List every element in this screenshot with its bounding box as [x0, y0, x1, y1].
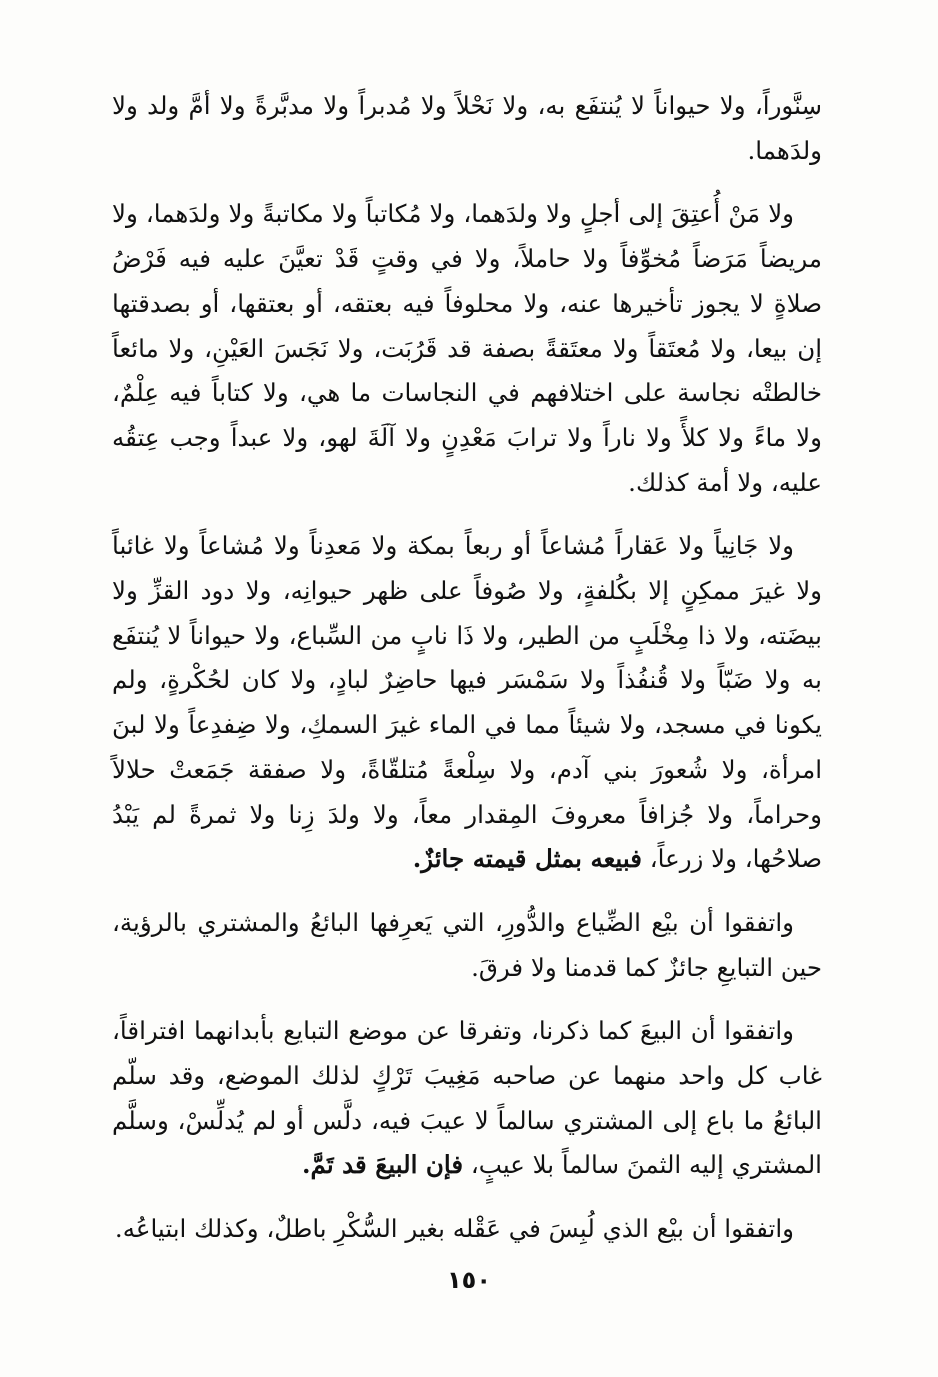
paragraph-4-text: واتفقوا أن بيْع الضِّياع والدُّورِ، التي يَعرِفها البائعُ والمشتري بالرؤية، حين التبايعِ جائزٌ كما قدمنا ولا فرقَ. [112, 907, 822, 982]
paragraph-3-bold-ruling: فبيعه بمثل قيمته جائزٌ. [412, 844, 642, 874]
paragraph-2-text: ولا مَنْ أُعتِقَ إلى أجلٍ ولا ولدَهما، ولا مُكاتباً ولا مكاتبةً ولا ولدَهما، ولا مريضاً مَرَضاً مُخوِّفاً ولا حاملاً، ولا في وقتٍ قَدْ تعيَّنَ عليه فيه فَرْضُ صلاةٍ لا يجوز تأخيرها عنه، ولا محلوفاً فيه بعتقه، أو بعتقها، أو بصدقتها إن بيعا، ولا مُعتَقاً ولا معتَقةً بصفة قد قَرُبَت، ولا نَجَسَ العَيْنِ، ولا مائعاً خالطتْه نجاسة على اختلافهم في النجاسات ما هي، ولا كتاباً فيه عِلْمٌ، ولا ماءً ولا كلأً ولا ناراً ولا ترابَ مَعْدِنٍ ولا آلَةَ لهو، ولا عبداً وجب عِتقُه عليه، ولا أمة كذلك. [112, 199, 822, 497]
page-number: ١٥٠ [447, 1266, 491, 1294]
paragraph-3 [112, 524, 822, 882]
paragraph-1-text: سِنَّوراً، ولا حيواناً لا يُنتفَع به، ولا نَحْلاً ولا مُدبراً ولا مدبَّرةً ولا أمَّ ولد ولا ولدَهما. [112, 91, 822, 165]
paragraph-3-text: ولا جَانِياً ولا عَقاراً مُشاعاً أو ربعاً بمكة ولا مَعدِناً ولا مُشاعاً ولا غائباً ولا غيرَ ممكِنٍ إلا بكُلفةٍ، ولا صُوفاً على ظهر حيوانِه، ولا دود القزِّ ولا بيضَته، ولا ذا مِخْلَبٍ من الطير، ولا ذَا نابٍ من السِّباع، ولا حيواناً لا يُنتفَع به ولا ضَبّاً ولا قُنفُذاً ولا سَمْسَر فيها حاضِرٌ لبادٍ، ولا كان لحُكْرةٍ، ولم يكونا في مسجد، ولا شيئاً مما في الماء غيرَ السمكِ، ولا ضِفدِعاً ولا لبنَ امرأة، ولا شُعورَ بني آدم، ولا سِلْعةً مُتلقّاةً، ولا صفقة جَمَعتْ حلالاً وحراماً، ولا جُزافاً معروفَ المِقدار معاً، ولا ولدَ زِنا ولا ثمرةً لم يَبْدُ صلاحُها، ولا زرعاً، [112, 531, 822, 874]
paragraph-4 [112, 901, 822, 990]
paragraph-5 [112, 1009, 822, 1188]
paragraph-1 [112, 84, 822, 173]
paragraph-6 [112, 1207, 822, 1252]
paragraph-5-text: واتفقوا أن البيعَ كما ذكرنا، وتفرقا عن موضع التبايع بأبدانهما افتراقاً، غاب كل واحد منهما عن صاحبه مَغِيبَ تَرْكٍ لذلك الموضع، وقد سلّم البائعُ ما باع إلى المشتري سالماً لا عيبَ فيه، دلَّس أو لم يُدلِّسْ، وسلَّم المشتري إليه الثمنَ سالماً بلا عيبٍ، [112, 1016, 822, 1180]
paragraph-5-bold-ruling: فإن البيعَ قد تَمَّ. [302, 1150, 464, 1180]
paragraph-6-text: واتفقوا أن بيْع الذي لُبِسَ في عَقْله بغير السُّكْرِ باطلٌ، وكذلك ابتياعُه. [114, 1214, 794, 1244]
body-text [112, 84, 822, 1271]
paragraph-2 [112, 192, 822, 505]
